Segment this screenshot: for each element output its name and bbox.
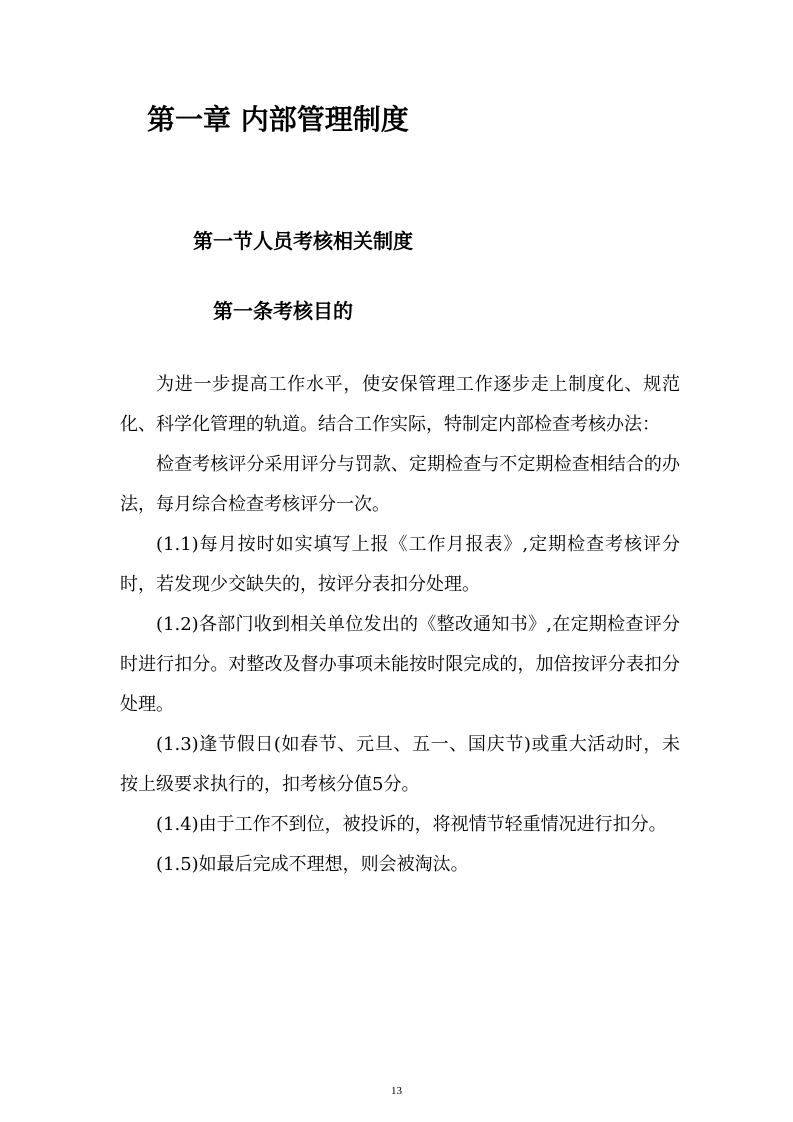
paragraph-intro: 为进一步提高工作水平，使安保管理工作逐步走上制度化、规范化、科学化管理的轨道。结合工作实际，特制定内部检查考核办法： — [120, 374, 680, 435]
body-text — [120, 365, 680, 885]
paragraph-method: 检查考核评分采用评分与罚款、定期检查与不定期检查相结合的办法，每月综合检查考核评分一次。 — [120, 454, 680, 515]
article-title: 第一条考核目的 — [213, 299, 353, 323]
page-number: 13 — [391, 1085, 402, 1097]
paragraph-item-1-2: (1.2)各部门收到相关单位发出的《整改通知书》,在定期检查评分时进行扣分。对整改及督办事项未能按时限完成的，加倍按评分表扣分处理。 — [120, 614, 680, 715]
chapter-title: 第一章 内部管理制度 — [147, 103, 409, 136]
paragraph-item-1-1: (1.1)每月按时如实填写上报《工作月报表》,定期检查考核评分时，若发现少交缺失的，按评分表扣分处理。 — [120, 534, 680, 595]
section-title: 第一节人员考核相关制度 — [193, 229, 413, 253]
paragraph-item-1-5: (1.5)如最后完成不理想，则会被淘汰。 — [156, 854, 469, 875]
paragraph-item-1-3: (1.3)逢节假日(如春节、元旦、五一、国庆节)或重大活动时，未按上级要求执行的，扣考核分值5分。 — [120, 734, 680, 795]
paragraph-item-1-4: (1.4)由于工作不到位，被投诉的，将视情节轻重情况进行扣分。 — [156, 814, 667, 835]
